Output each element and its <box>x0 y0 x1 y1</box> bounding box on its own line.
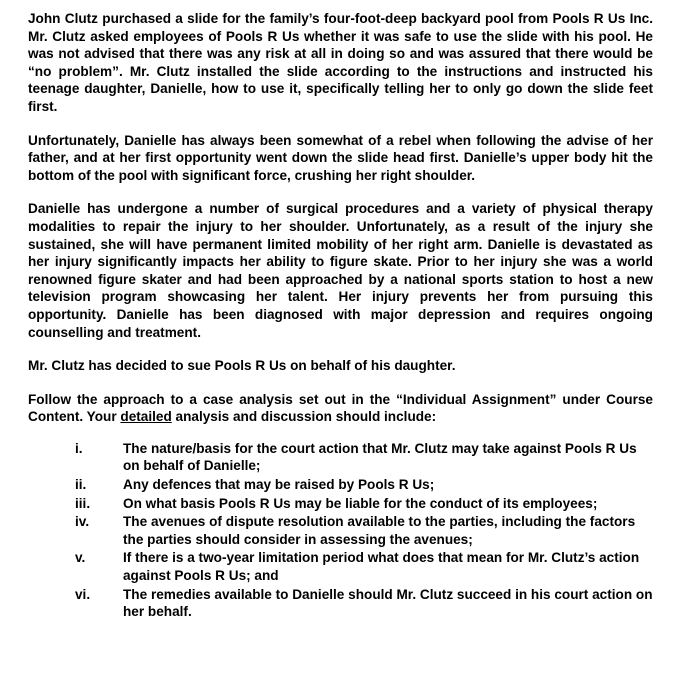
requirements-list <box>28 440 653 621</box>
list-item <box>28 513 653 548</box>
list-item-number: iv. <box>75 514 90 530</box>
paragraph-purchase: John Clutz purchased a slide for the family’s four-foot-deep backyard pool from Pools R Us Inc. Mr. Clutz asked employees of Pools R Us whether it was safe to use the slide with his pool. He was not advised that there was any risk at all in doing so and was assured that there would be “no problem”. Mr. Clutz installed the slide according to the instructions and instructed his teenage daughter, Danielle, how to use it, specifically telling her to only go down the slide feet first. <box>28 11 653 114</box>
list-item <box>28 549 653 584</box>
list-item-text: Any defences that may be raised by Pools R Us; <box>123 477 435 493</box>
list-item-number: v. <box>75 550 86 566</box>
list-item <box>28 440 653 475</box>
list-item-text: If there is a two-year limitation period what does that mean for Mr. Clutz’s action against Pools R Us; and <box>123 550 640 584</box>
instruction-text-before: Follow the approach to a case analysis set out in the “Individual Assignment” under Course Content. Your <box>28 391 653 425</box>
list-item <box>28 495 653 513</box>
list-item-text: On what basis Pools R Us may be liable for the conduct of its employees; <box>123 495 598 511</box>
list-item-number: iii. <box>75 495 91 511</box>
paragraph-accident: Unfortunately, Danielle has always been somewhat of a rebel when following the advise of her father, and at her first opportunity went down the slide head first. Danielle’s upper body hit the bottom of the pool with significant force, crushing her right shoulder. <box>28 132 653 183</box>
list-item-number: ii. <box>75 477 87 493</box>
list-item-number: i. <box>75 440 83 456</box>
list-item <box>28 586 653 621</box>
list-item <box>28 476 653 494</box>
list-item-text: The nature/basis for the court action that Mr. Clutz may take against Pools R Us on behalf of Danielle; <box>123 440 637 474</box>
list-item-text: The remedies available to Danielle should Mr. Clutz succeed in his court action on her behalf. <box>123 586 653 620</box>
paragraph-injury: Danielle has undergone a number of surgical procedures and a variety of physical therapy modalities to repair the injury to her shoulder. Unfortunately, as a result of the injury she sustained, she will have permanent limited mobility of her right arm. Danielle is devastated as her injury significantly impacts her ability to figure skate. Prior to her injury she was a world renowned figure skater and had been approached by a national sports station to host a new television program showcasing her talent. Her injury prevents her from pursuing this opportunity. Danielle has been diagnosed with major depression and requires ongoing counselling and treatment. <box>28 201 653 340</box>
paragraph-lawsuit: Mr. Clutz has decided to sue Pools R Us on behalf of his daughter. <box>28 358 456 374</box>
list-item-text: The avenues of dispute resolution available to the parties, including the factors the parties should consider in assessing the avenues; <box>123 514 636 547</box>
document-body <box>28 10 653 622</box>
list-item-number: vi. <box>75 586 91 602</box>
instruction-underlined-word: detailed <box>120 409 172 425</box>
instruction-text-after: analysis and discussion should include: <box>171 409 437 425</box>
paragraph-instructions <box>28 391 653 426</box>
